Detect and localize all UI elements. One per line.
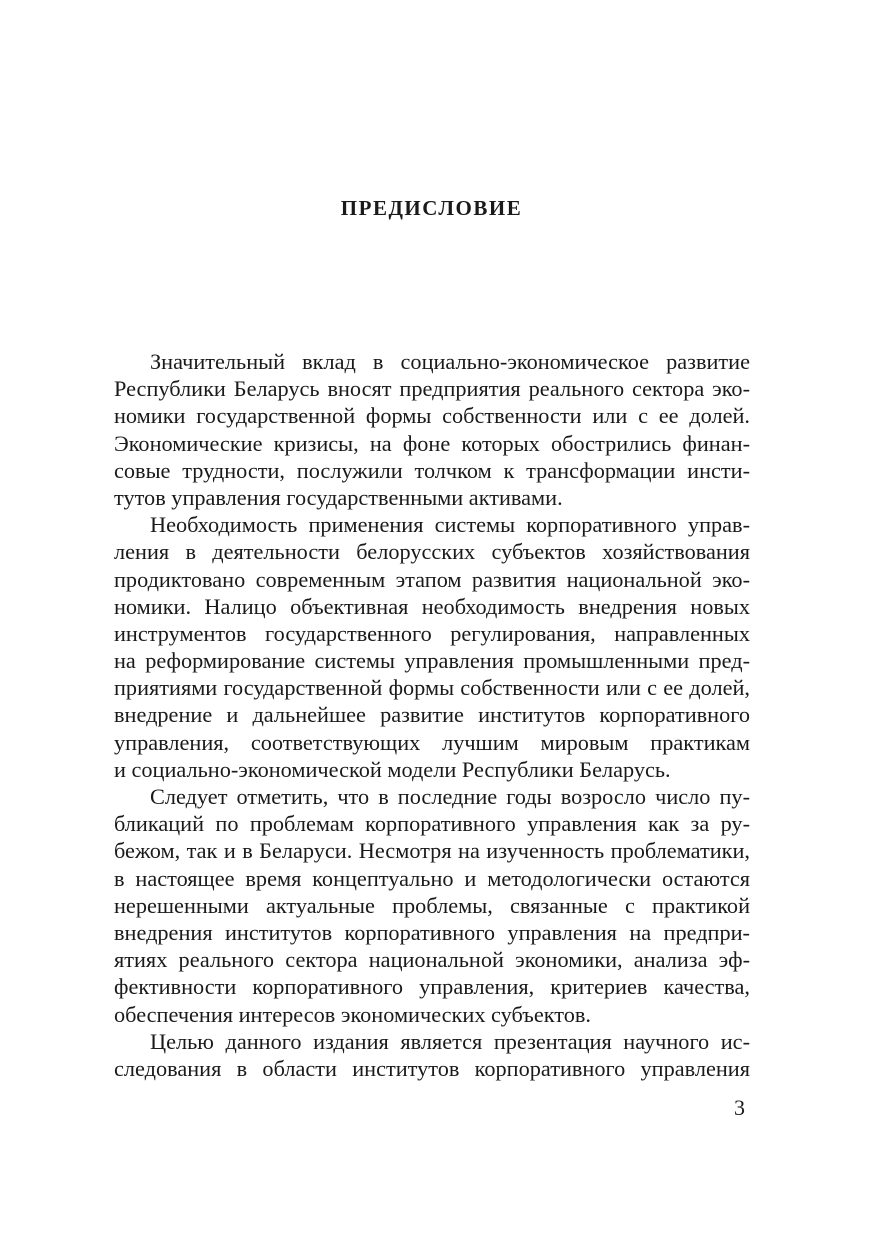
text-line: продиктовано современным этапом развития национальной эко- [114, 566, 750, 592]
text-line: Значительный вклад в социально-экономическое развитие [150, 349, 750, 374]
text-line: на реформирование системы управления промышленными пред- [114, 648, 750, 674]
text-line: ятиях реального сектора национальной экономики, анализа эф- [114, 947, 750, 973]
text-line: приятиями государственной формы собственности или с ее долей, [114, 675, 750, 701]
text-line: Целью данного издания является презентация научного ис- [150, 1028, 750, 1054]
text-line: бежом, так и в Беларуси. Несмотря на изученность проблематики, [114, 838, 750, 864]
paragraph-3 [114, 783, 750, 1028]
text-line: в настоящее время концептуально и методологически остаются [114, 865, 750, 891]
page-number: 3 [734, 1095, 745, 1120]
text-line: бликаций по проблемам корпоративного управления как за ру- [114, 811, 750, 837]
text-line: номики государственной формы собственности или с ее долей. [114, 403, 750, 429]
text-line: фективности корпоративного управления, критериев качества, [114, 974, 750, 1000]
text-line: Следует отметить, что в последние годы возросло число пу- [150, 784, 750, 809]
text-line: обеспечения интересов экономических субъектов. [114, 1001, 591, 1027]
paragraph-2 [114, 511, 750, 783]
text-line: внедрения институтов корпоративного управления на предпри- [114, 919, 750, 945]
text-line: Экономические кризисы, на фоне которых обострились финан- [114, 430, 750, 456]
paragraph-1 [114, 348, 750, 511]
text-line: управления, соответствующих лучшим мировым практикам [114, 729, 750, 755]
text-line: и социально-экономической модели Республики Беларусь. [114, 756, 671, 782]
text-line: внедрение и дальнейшее развитие институтов корпоративного [114, 702, 750, 728]
text-line: инструментов государственного регулирования, направленных [114, 620, 750, 646]
page-title: ПРЕДИСЛОВИЕ [340, 196, 523, 220]
text-line: нерешенными актуальные проблемы, связанные с практикой [114, 892, 750, 918]
text-line: совые трудности, послужили толчком к трансформации инсти- [114, 457, 750, 483]
text-line: следования в области институтов корпоративного управления [114, 1055, 750, 1081]
text-line: Необходимость применения системы корпоративного управ- [150, 512, 750, 538]
text-line: Республики Беларусь вносят предприятия реального сектора эко- [114, 376, 750, 402]
body-text [114, 348, 750, 1082]
paragraph-4 [114, 1028, 750, 1082]
text-line: ления в деятельности белорусских субъектов хозяйствования [114, 539, 750, 565]
text-line: тутов управления государственными активами. [114, 484, 563, 510]
text-line: номики. Налицо объективная необходимость внедрения новых [114, 593, 750, 619]
